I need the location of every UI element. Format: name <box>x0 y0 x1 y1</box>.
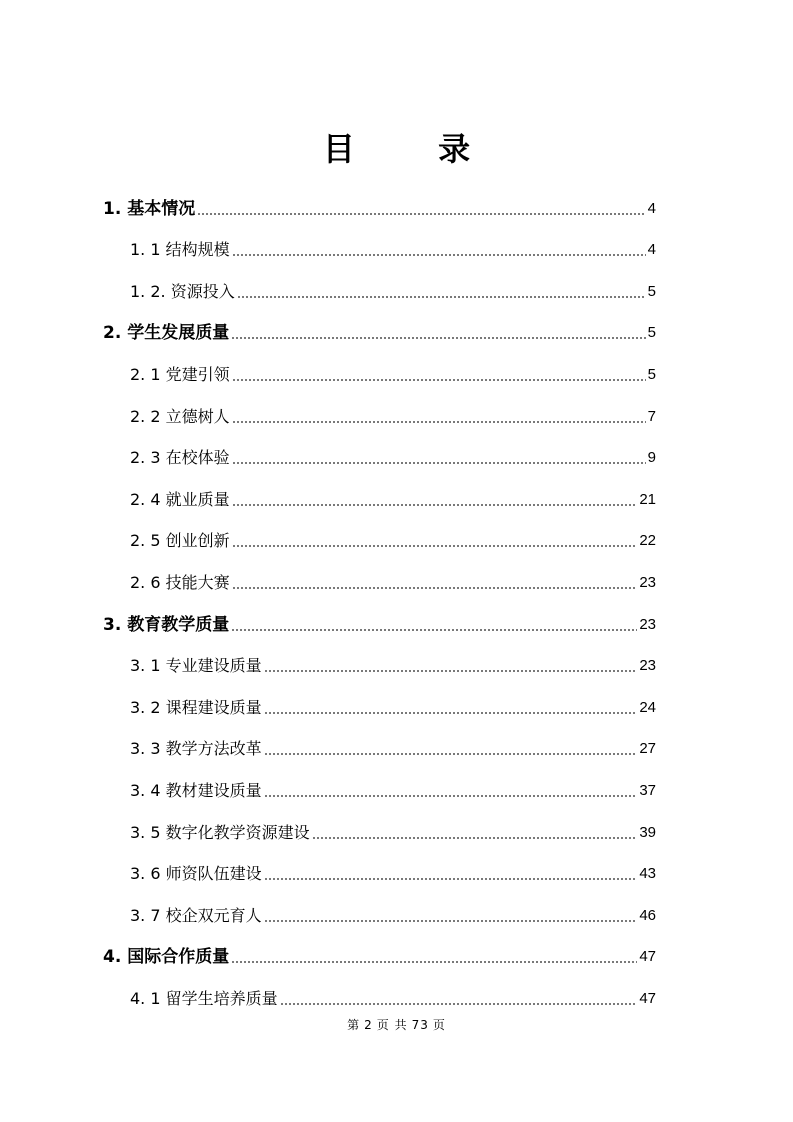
toc-entry-page-number: 22 <box>639 532 656 550</box>
toc-subsection-entry[interactable] <box>0 719 793 761</box>
dot-leader <box>231 322 645 344</box>
dot-leader <box>232 239 646 261</box>
toc-subsection-entry[interactable] <box>0 220 793 262</box>
dot-leader <box>232 489 638 511</box>
toc-entry-page-number: 43 <box>639 865 656 883</box>
toc-section-entry[interactable] <box>0 927 793 969</box>
toc-entry-label: 3. 7 校企双元育人 <box>130 905 262 925</box>
toc-subsection-entry[interactable] <box>0 344 793 386</box>
toc-entry-label: 2. 学生发展质量 <box>103 323 230 344</box>
dot-leader <box>264 780 638 802</box>
toc-entry-page-number: 39 <box>639 823 656 841</box>
toc-entry-label: 2. 1 党建引领 <box>130 364 230 384</box>
toc-entry-page-number: 23 <box>639 615 656 633</box>
toc-entry-page-number: 5 <box>647 324 656 342</box>
dot-leader <box>264 738 638 760</box>
dot-leader <box>264 863 638 885</box>
dot-leader <box>237 281 646 303</box>
toc-subsection-entry[interactable] <box>0 636 793 678</box>
toc-entry-label: 2. 2 立德树人 <box>130 406 230 426</box>
toc-subsection-entry[interactable] <box>0 885 793 927</box>
toc-section-entry[interactable] <box>0 178 793 220</box>
dot-leader <box>197 198 645 220</box>
toc-entry-label: 2. 4 就业质量 <box>130 489 230 509</box>
toc-entry-page-number: 27 <box>639 740 656 758</box>
dot-leader <box>312 822 638 844</box>
toc-subsection-entry[interactable] <box>0 552 793 594</box>
toc-subsection-entry[interactable] <box>0 802 793 844</box>
toc-subsection-entry[interactable] <box>0 844 793 886</box>
page-footer <box>0 1016 793 1033</box>
toc-entry-label: 3. 教育教学质量 <box>103 614 230 635</box>
toc-entry-label: 4. 1 留学生培养质量 <box>130 988 278 1008</box>
toc-subsection-entry[interactable] <box>0 760 793 802</box>
toc-subsection-entry[interactable] <box>0 386 793 428</box>
toc-entry-page-number: 47 <box>639 989 656 1007</box>
toc-entry-page-number: 5 <box>647 282 656 300</box>
toc-entry-label: 4. 国际合作质量 <box>103 947 230 968</box>
dot-leader <box>232 447 646 469</box>
toc-entry-page-number: 23 <box>639 573 656 591</box>
toc-entry-label: 2. 3 在校体验 <box>130 448 230 468</box>
dot-leader <box>231 946 637 968</box>
footer-total-pages: 73 <box>411 1018 429 1032</box>
dot-leader <box>232 406 646 428</box>
dot-leader <box>264 697 638 719</box>
toc-entry-page-number: 24 <box>639 698 656 716</box>
toc-section-entry[interactable] <box>0 303 793 345</box>
toc-entry-label: 1. 1 结构规模 <box>130 240 230 260</box>
dot-leader <box>232 530 638 552</box>
toc-entry-page-number: 7 <box>647 407 656 425</box>
dot-leader <box>231 614 637 636</box>
toc-entry-label: 2. 6 技能大赛 <box>130 572 230 592</box>
toc-entry-label: 2. 5 创业创新 <box>130 531 230 551</box>
table-of-contents <box>0 178 793 1010</box>
toc-entry-page-number: 4 <box>647 199 656 217</box>
toc-subsection-entry[interactable] <box>0 677 793 719</box>
toc-entry-label: 3. 1 专业建设质量 <box>130 656 262 676</box>
page-title: 目 录 <box>322 130 507 168</box>
toc-entry-page-number: 9 <box>647 449 656 467</box>
footer-middle: 页 共 <box>376 1018 408 1032</box>
toc-entry-label: 3. 2 课程建设质量 <box>130 697 262 717</box>
toc-section-entry[interactable] <box>0 594 793 636</box>
toc-entry-label: 3. 4 教材建设质量 <box>130 780 262 800</box>
toc-entry-label: 3. 6 师资队伍建设 <box>130 864 262 884</box>
toc-entry-page-number: 23 <box>639 657 656 675</box>
toc-entry-label: 3. 3 教学方法改革 <box>130 739 262 759</box>
toc-entry-page-number: 5 <box>647 365 656 383</box>
toc-subsection-entry[interactable] <box>0 261 793 303</box>
toc-entry-page-number: 46 <box>639 906 656 924</box>
toc-entry-page-number: 21 <box>639 490 656 508</box>
toc-entry-label: 1. 基本情况 <box>103 198 196 219</box>
dot-leader <box>264 655 638 677</box>
toc-subsection-entry[interactable] <box>0 469 793 511</box>
footer-current-page: 2 <box>364 1018 373 1032</box>
dot-leader <box>232 364 646 386</box>
toc-entry-label: 1. 2. 资源投入 <box>130 281 235 301</box>
dot-leader <box>280 988 638 1010</box>
footer-prefix: 第 <box>347 1018 361 1032</box>
toc-subsection-entry[interactable] <box>0 511 793 553</box>
toc-entry-page-number: 37 <box>639 781 656 799</box>
toc-subsection-entry[interactable] <box>0 968 793 1010</box>
toc-entry-page-number: 4 <box>647 241 656 259</box>
dot-leader <box>232 572 638 594</box>
dot-leader <box>264 905 638 927</box>
toc-entry-label: 3. 5 数字化教学资源建设 <box>130 822 310 842</box>
footer-suffix: 页 <box>432 1018 446 1032</box>
toc-subsection-entry[interactable] <box>0 428 793 470</box>
toc-entry-page-number: 47 <box>639 948 656 966</box>
